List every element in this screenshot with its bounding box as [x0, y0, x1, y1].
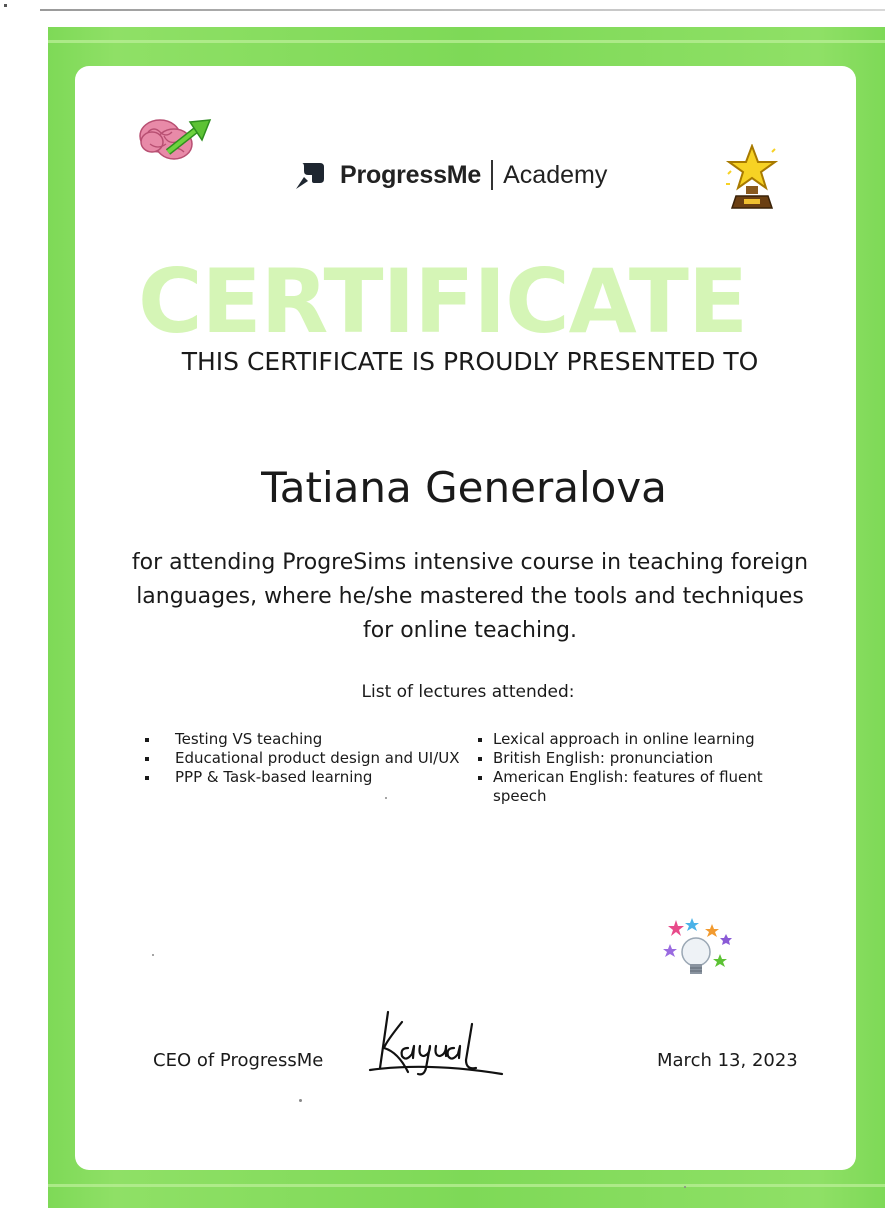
lightbulb-stars-icon	[662, 918, 734, 984]
scan-edge-line	[40, 9, 885, 11]
brand-name: ProgressMe	[340, 160, 482, 189]
scan-mark	[4, 4, 7, 7]
brand-logo	[294, 155, 607, 195]
list-item: PPP & Task-based learning	[145, 768, 475, 787]
list-item: Educational product design and UI/UX	[145, 749, 475, 768]
progressme-logo-icon	[294, 159, 326, 191]
frame-stripe-bottom	[48, 1184, 885, 1187]
lecture-list-right	[478, 730, 768, 806]
list-item: British English: pronunciation	[478, 749, 768, 768]
scan-speck	[152, 954, 154, 956]
star-trophy-icon	[722, 144, 778, 210]
brain-with-arrow-icon	[138, 114, 212, 168]
scan-speck	[385, 797, 387, 799]
issue-date: March 13, 2023	[657, 1050, 798, 1071]
frame-stripe-top	[48, 40, 885, 43]
signature	[368, 1008, 508, 1084]
brand-separator	[491, 160, 493, 190]
certificate-title: CERTIFICATE	[137, 250, 748, 353]
list-item: Testing VS teaching	[145, 730, 475, 749]
lecture-list-left	[145, 730, 475, 787]
lectures-heading: List of lectures attended:	[361, 682, 575, 702]
scan-speck	[684, 1186, 686, 1188]
list-item: American English: features of fluent speech	[478, 768, 768, 806]
presented-to-line: THIS CERTIFICATE IS PROUDLY PRESENTED TO	[181, 347, 759, 376]
scan-speck	[299, 1099, 302, 1102]
recipient-name: Tatiana Generalova	[261, 463, 667, 512]
brand-subtitle: Academy	[503, 160, 608, 189]
course-description: for attending ProgreSims intensive course in teaching foreign languages, where he/she mastered the tools and techniques for online teaching.	[131, 550, 809, 643]
ceo-label: CEO of ProgressMe	[153, 1050, 324, 1071]
list-item: Lexical approach in online learning	[478, 730, 768, 749]
